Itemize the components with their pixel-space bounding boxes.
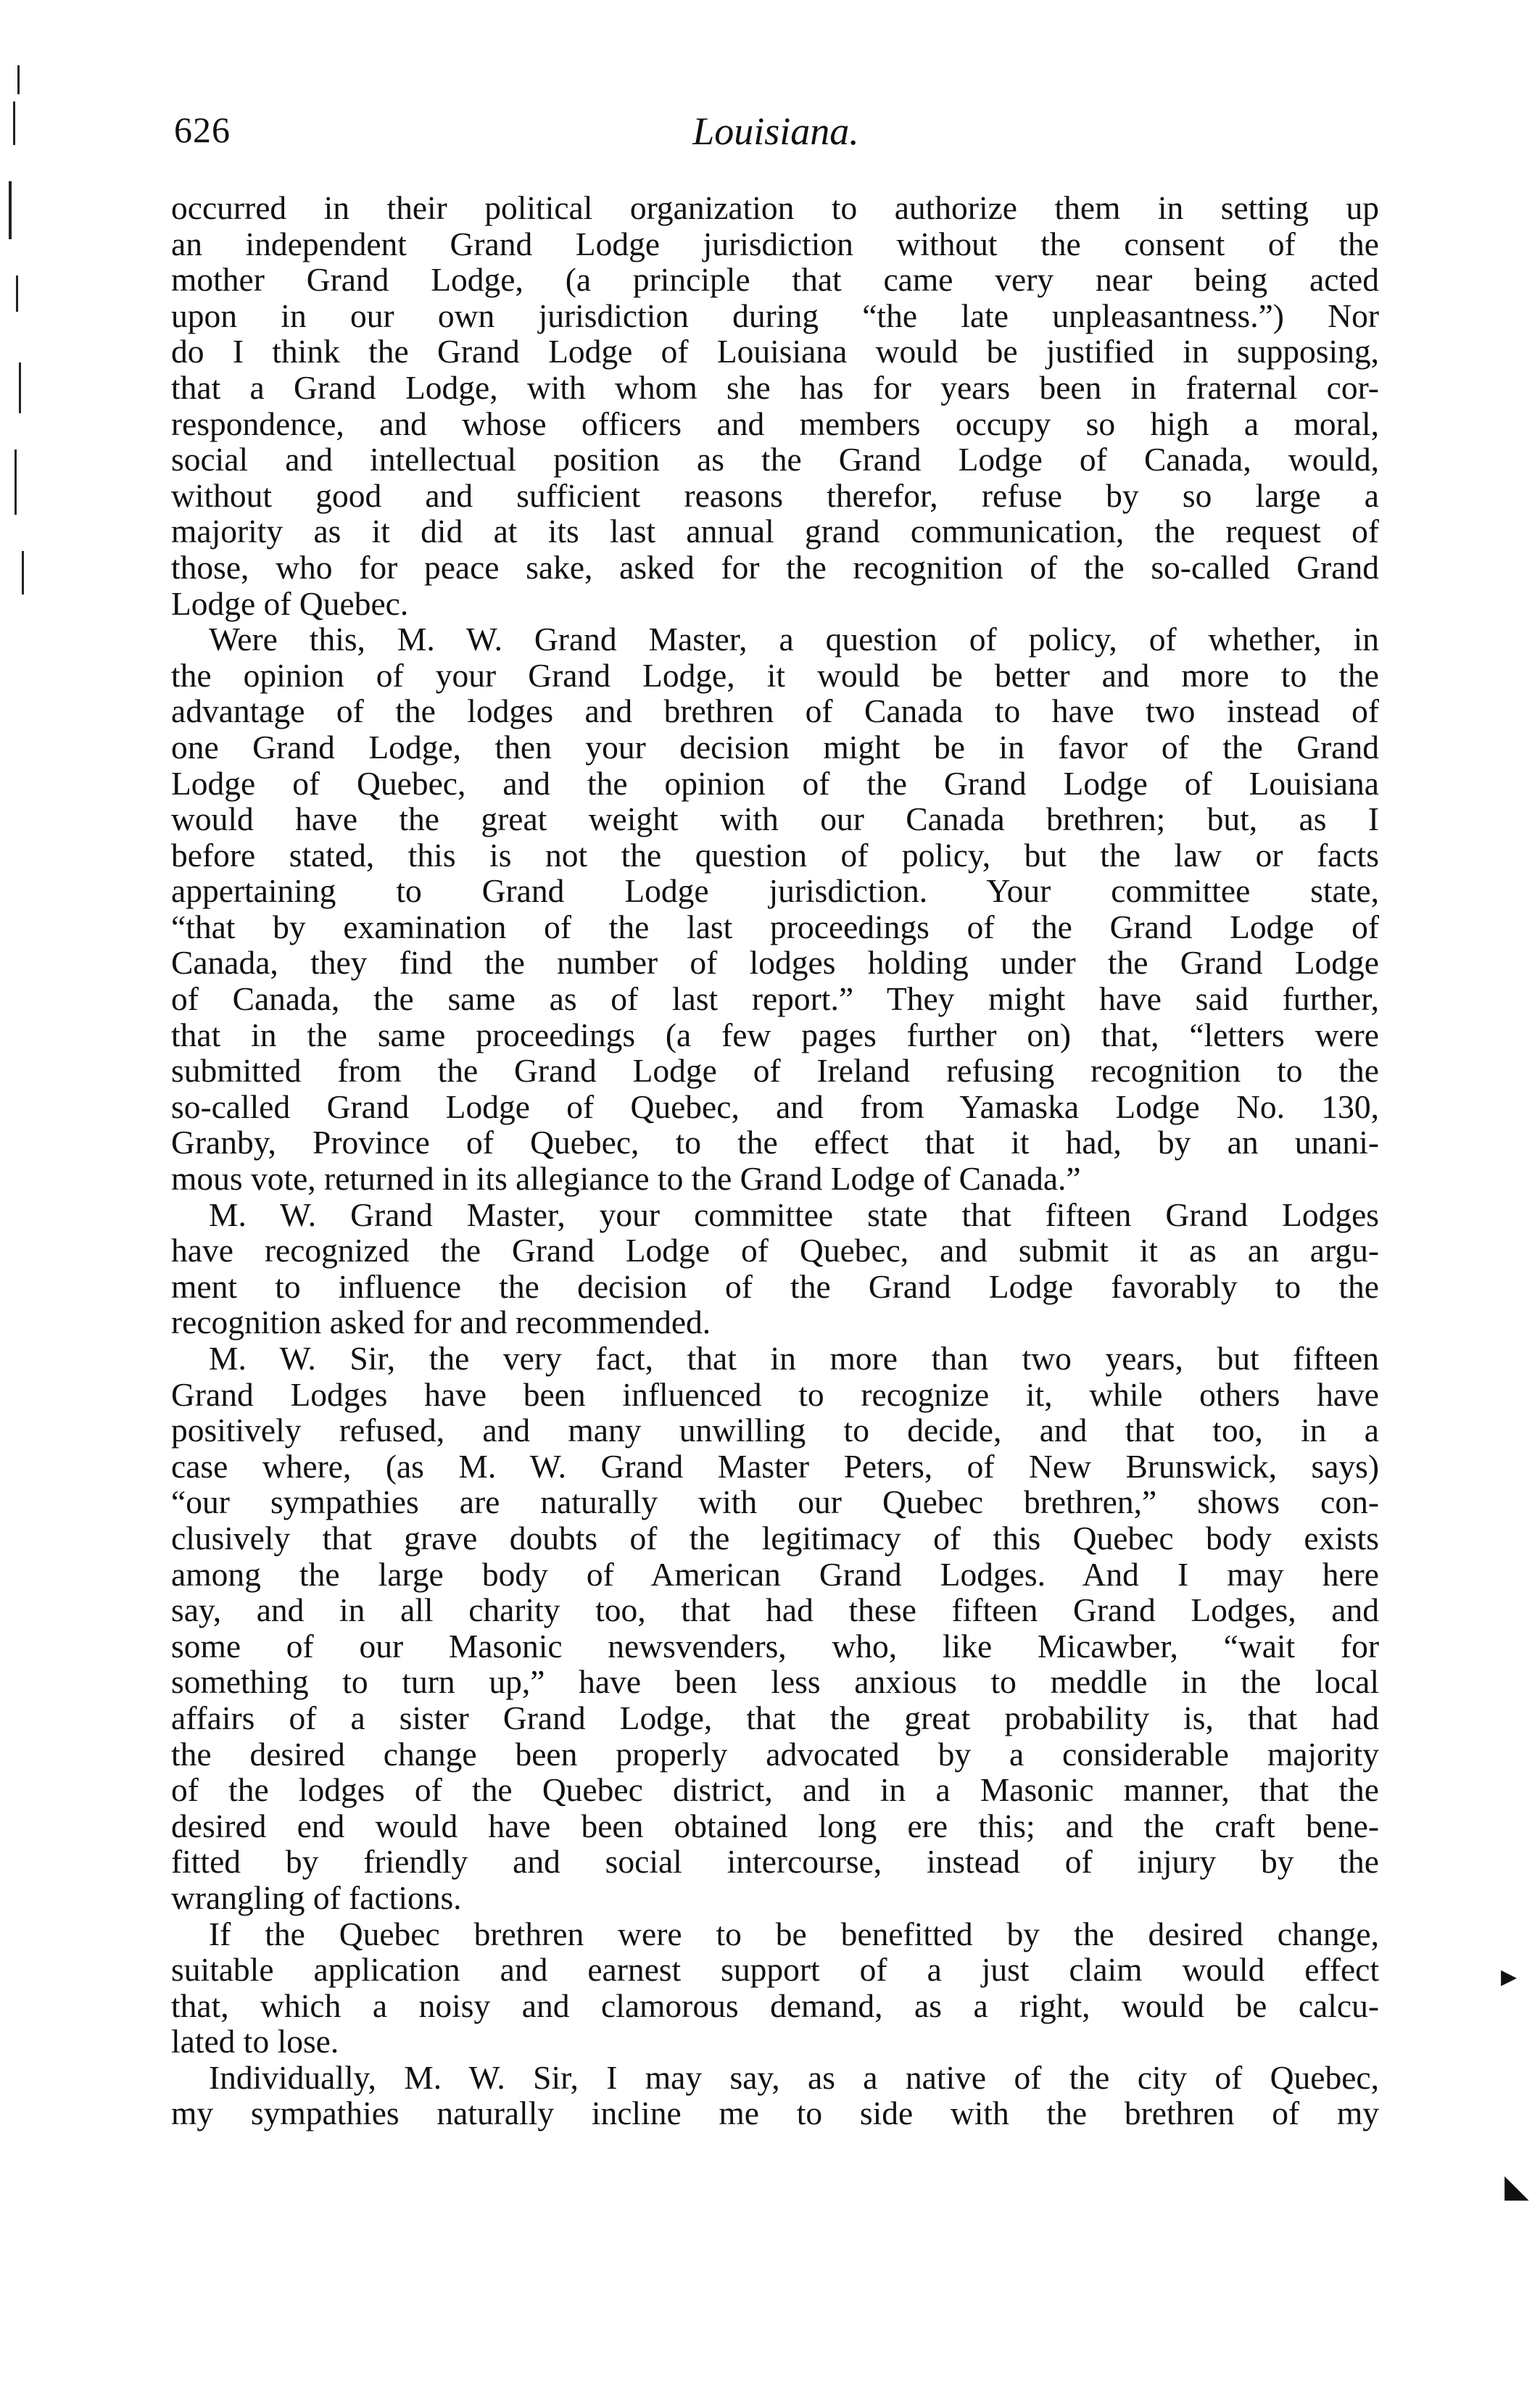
text-line: positively refused, and many unwilling to decide, and that too, in a: [171, 1412, 1379, 1449]
text-line: lated to lose.: [171, 2023, 339, 2060]
text-line: Lodge of Quebec.: [171, 584, 409, 622]
binding-mark: [22, 551, 24, 594]
text-line: wrangling of factions.: [171, 1878, 462, 1916]
text-line: respondence, and whose officers and members occupy so high a moral,: [171, 405, 1379, 442]
text-line: Canada, they find the number of lodges holding under the Grand Lodge: [171, 944, 1379, 982]
text-line: would have the great weight with our Canada brethren; but, as I: [171, 800, 1379, 838]
text-line: something to turn up,” have been less anxious to meddle in the local: [171, 1663, 1379, 1701]
text-line: suitable application and earnest support of a just claim would effect: [171, 1951, 1379, 1989]
text-line: that in the same proceedings (a few pages further on) that, “letters were: [171, 1016, 1379, 1053]
text-line: that, which a noisy and clamorous demand, as a right, would be calcu-: [171, 1986, 1379, 2024]
text-line: “that by examination of the last proceedings of the Grand Lodge of: [171, 908, 1379, 945]
text-line: before stated, this is not the question of policy, but the law or facts: [171, 836, 1379, 874]
binding-mark: [19, 362, 21, 413]
text-line: majority as it did at its last annual grand communication, the request of: [171, 513, 1379, 550]
text-line: of the lodges of the Quebec district, and in a Masonic manner, that the: [171, 1771, 1379, 1809]
paragraph-first-line: Individually, M. W. Sir, I may say, as a native of the city of Quebec,: [209, 2058, 1379, 2096]
page-number: 626: [174, 109, 231, 150]
page-edge-mark: ▸: [1501, 1958, 1518, 1994]
paragraph-first-line: M. W. Sir, the very fact, that in more than two years, but fifteen: [209, 1340, 1379, 1377]
text-line: mous vote, returned in its allegiance to the Grand Lodge of Canada.”: [171, 1160, 1081, 1198]
text-line: do I think the Grand Lodge of Louisiana would be justified in supposing,: [171, 333, 1379, 370]
text-line: my sympathies naturally incline me to side with the brethren of my: [171, 2095, 1379, 2132]
paragraph-first-line: Were this, M. W. Grand Master, a question of policy, of whether, in: [209, 621, 1379, 658]
binding-edge-marks: [0, 0, 58, 725]
text-line: Granby, Province of Quebec, to the effect that it had, by an unani-: [171, 1124, 1379, 1161]
text-line: clusively that grave doubts of the legitimacy of this Quebec body exists: [171, 1519, 1379, 1557]
text-line: one Grand Lodge, then your decision might be in favor of the Grand: [171, 728, 1379, 766]
text-line: “our sympathies are naturally with our Quebec brethren,” shows con-: [171, 1483, 1379, 1521]
text-line: occurred in their political organization to authorize them in setting up: [171, 189, 1379, 226]
text-line: that a Grand Lodge, with whom she has for years been in fraternal cor-: [171, 368, 1379, 406]
text-line: desired end would have been obtained long ere this; and the craft bene-: [171, 1807, 1379, 1844]
text-line: submitted from the Grand Lodge of Ireland refusing recognition to the: [171, 1052, 1379, 1090]
text-line: ment to influence the decision of the Grand Lodge favorably to the: [171, 1267, 1379, 1305]
text-line: advantage of the lodges and brethren of Canada to have two instead of: [171, 692, 1379, 730]
text-line: an independent Grand Lodge jurisdiction without the consent of the: [171, 225, 1379, 262]
text-line: fitted by friendly and social intercourse, instead of injury by the: [171, 1843, 1379, 1881]
text-line: some of our Masonic newsvenders, who, like Micawber, “wait for: [171, 1627, 1379, 1665]
text-line: say, and in all charity too, that had these fifteen Grand Lodges, and: [171, 1591, 1379, 1629]
body-text: [171, 190, 1379, 2132]
text-line: mother Grand Lodge, (a principle that came very near being acted: [171, 261, 1379, 299]
text-line: social and intellectual position as the Grand Lodge of Canada, would,: [171, 441, 1379, 478]
paragraph-first-line: M. W. Grand Master, your committee state that fifteen Grand Lodges: [209, 1196, 1379, 1233]
text-line: the desired change been properly advocated by a considerable majority: [171, 1735, 1379, 1773]
text-line: of Canada, the same as of last report.” They might have said further,: [171, 980, 1379, 1018]
binding-mark: [15, 450, 17, 515]
text-line: those, who for peace sake, asked for the recognition of the so-called Grand: [171, 548, 1379, 586]
text-line: have recognized the Grand Lodge of Quebec, and submit it as an argu-: [171, 1232, 1379, 1269]
running-head: Louisiana.: [692, 109, 859, 153]
text-line: recognition asked for and recommended.: [171, 1304, 711, 1341]
paragraph-first-line: If the Quebec brethren were to be benefitted by the desired change,: [209, 1915, 1379, 1952]
page-edge-mark: ◣: [1504, 2168, 1529, 2204]
text-line: so-called Grand Lodge of Quebec, and from Yamaska Lodge No. 130,: [171, 1088, 1379, 1125]
text-line: among the large body of American Grand Lodges. And I may here: [171, 1555, 1379, 1593]
text-line: without good and sufficient reasons therefor, refuse by so large a: [171, 476, 1379, 514]
text-line: Grand Lodges have been influenced to recognize it, while others have: [171, 1375, 1379, 1413]
text-line: appertaining to Grand Lodge jurisdiction. Your committee state,: [171, 872, 1379, 910]
binding-mark: [13, 102, 15, 145]
binding-mark: [16, 276, 18, 312]
text-line: case where, (as M. W. Grand Master Peters, of New Brunswick, says): [171, 1447, 1379, 1485]
text-line: upon in our own jurisdiction during “the late unpleasantness.”) Nor: [171, 297, 1379, 334]
text-line: affairs of a sister Grand Lodge, that the great probability is, that had: [171, 1699, 1379, 1736]
text-line: the opinion of your Grand Lodge, it would be better and more to the: [171, 656, 1379, 694]
binding-mark: [17, 65, 20, 94]
page-header: [174, 109, 1378, 167]
text-line: Lodge of Quebec, and the opinion of the Grand Lodge of Louisiana: [171, 764, 1379, 802]
binding-mark: [9, 181, 12, 239]
